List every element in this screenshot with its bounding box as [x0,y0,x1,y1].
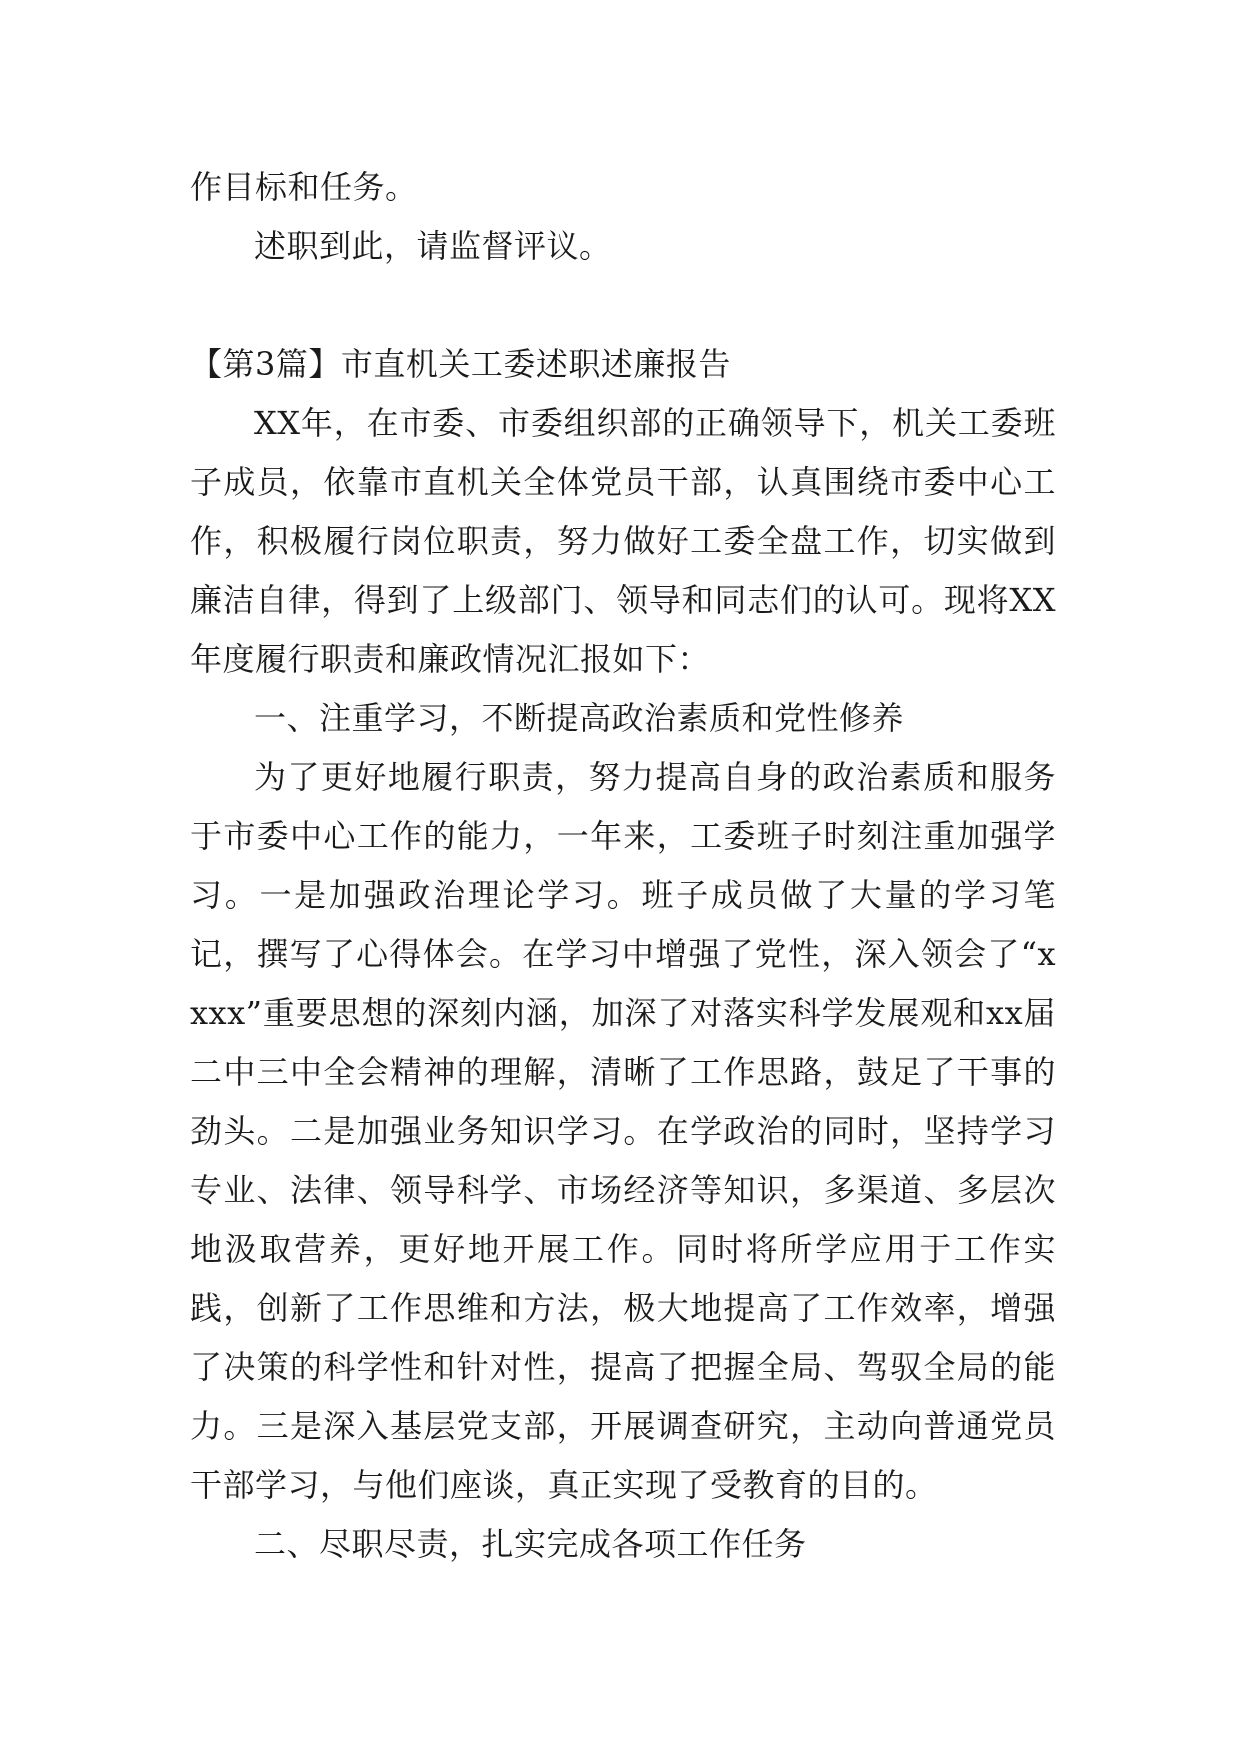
document-body [190,158,1056,1574]
paragraph-study: 为了更好地履行职责，努力提高自身的政治素质和服务于市委中心工作的能力，一年来，工委班子时刻注重加强学习。一是加强政治理论学习。班子成员做了大量的学习笔记，撰写了心得体会。在学习中增强了党性，深入领会了“xxxx”重要思想的深刻内涵，加深了对落实科学发展观和xx届二中三中全会精神的理解，清晰了工作思路，鼓足了干事的劲头。二是加强业务知识学习。在学政治的同时，坚持学习专业、法律、领导科学、市场经济等知识，多渠道、多层次地汲取营养，更好地开展工作。同时将所学应用于工作实践，创新了工作思维和方法，极大地提高了工作效率，增强了决策的科学性和针对性，提高了把握全局、驾驭全局的能力。三是深入基层党支部，开展调查研究，主动向普通党员干部学习，与他们座谈，真正实现了受教育的目的。 [190,758,1056,1504]
paragraph-closing-remark: 述职到此，请监督评议。 [254,227,612,265]
heading-part-two: 二、尽职尽责，扎实完成各项工作任务 [254,1525,807,1563]
paragraph-continuation: 作目标和任务。 [190,168,418,206]
paragraph-intro: XX年，在市委、市委组织部的正确领导下，机关工委班子成员，依靠市直机关全体党员干部，认真围绕市委中心工作，积极履行岗位职责，努力做好工委全盘工作，切实做到廉洁自律，得到了上级部门、领导和同志们的认可。现将XX年度履行职责和廉政情况汇报如下： [190,404,1056,678]
section-gap [190,276,1056,335]
section-title: 【第3篇】市直机关工委述职述廉报告 [190,345,731,383]
heading-part-one: 一、注重学习，不断提高政治素质和党性修养 [254,699,905,737]
